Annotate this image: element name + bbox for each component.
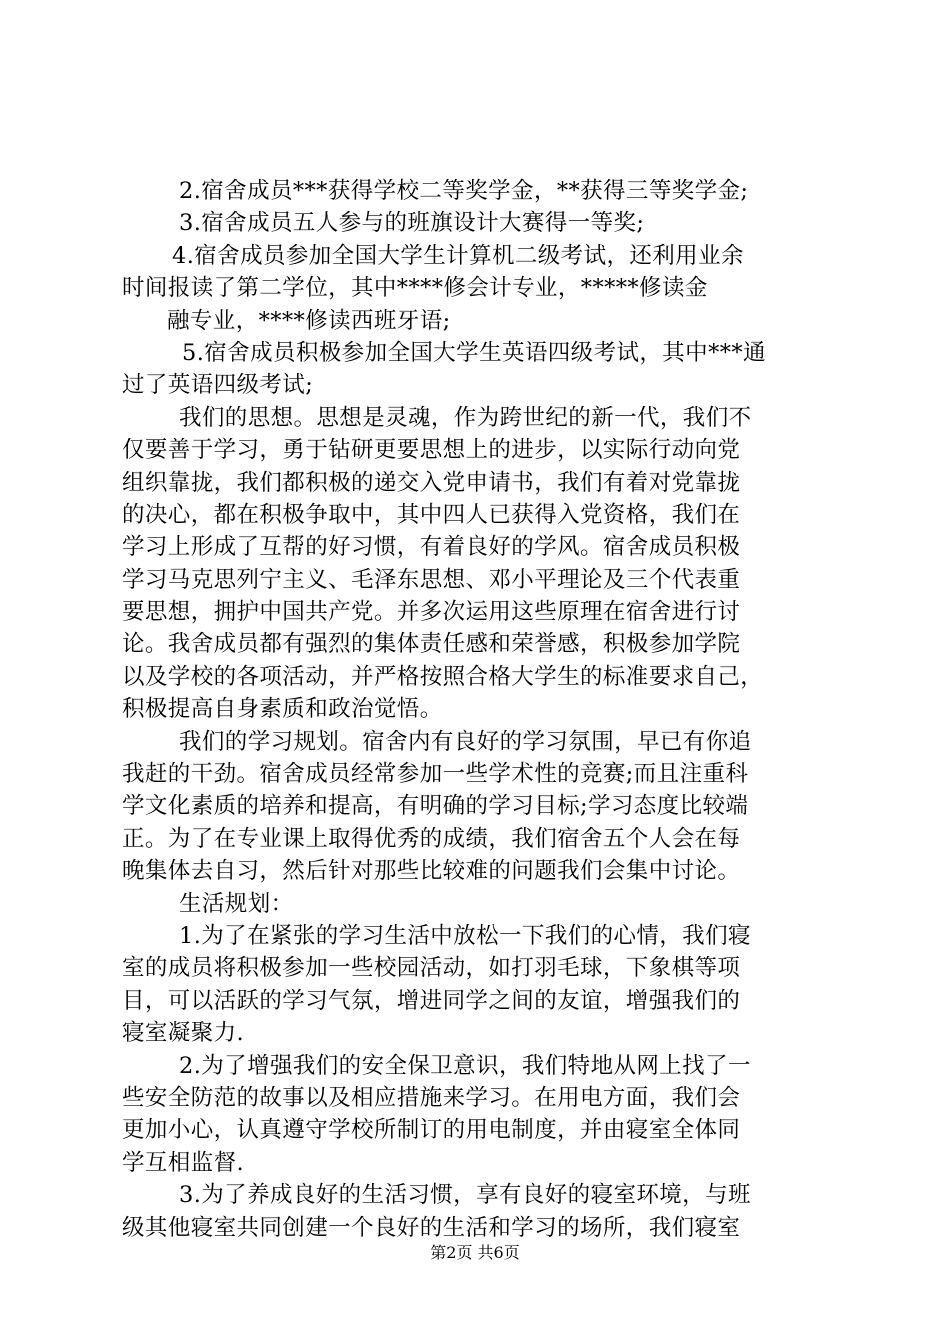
text-line: 4.宿舍成员参加全国大学生计算机二级考试，还利用业余 xyxy=(172,242,744,269)
text-line: 级其他寝室共同创建一个良好的生活和学习的场所，我们寝室 xyxy=(122,1214,741,1241)
page-number-footer: 第2页 共6页 xyxy=(430,1243,520,1262)
text-line: 仅要善于学习，勇于钻研更要思想上的进步，以实际行动向党 xyxy=(122,437,741,464)
text-line: 要思想，拥护中国共产党。并多次运用这些原理在宿舍进行讨 xyxy=(122,599,741,626)
text-line: 我们的学习规划。宿舍内有良好的学习氛围，早已有你追 xyxy=(179,728,752,755)
text-line: 学文化素质的培养和提高，有明确的学习目标;学习态度比较端 xyxy=(122,793,749,820)
text-line: 以及学校的各项活动，并严格按照合格大学生的标准要求自己， xyxy=(122,663,764,690)
text-line: 室的成员将积极参加一些校园活动，如打羽毛球，下象棋等项 xyxy=(122,955,741,982)
text-line: 过了英语四级考试; xyxy=(122,372,314,399)
text-line: 时间报读了第二学位，其中****修会计专业，*****修读金 xyxy=(122,275,708,302)
text-line: 组织靠拢，我们都积极的递交入党申请书，我们有着对党靠拢 xyxy=(122,469,741,496)
text-line: 些安全防范的故事以及相应措施来学习。在用电方面，我们会 xyxy=(122,1084,741,1111)
text-line: 我们的思想。思想是灵魂，作为跨世纪的新一代，我们不 xyxy=(179,404,752,431)
document-body xyxy=(122,175,832,1244)
text-line: 1.为了在紧张的学习生活中放松一下我们的心情，我们寝 xyxy=(179,922,751,949)
text-line: 3.为了养成良好的生活习惯，享有良好的寝室环境，与班 xyxy=(179,1182,751,1209)
text-line: 3.宿舍成员五人参与的班旗设计大赛得一等奖; xyxy=(179,210,645,237)
text-line: 2.为了增强我们的安全保卫意识，我们特地从网上找了一 xyxy=(179,1052,751,1079)
text-line: 晚集体去自习，然后针对那些比较难的问题我们会集中讨论。 xyxy=(122,858,741,885)
text-line: 学习马克思列宁主义、毛泽东思想、邓小平理论及三个代表重 xyxy=(122,566,741,593)
text-line: 我赶的干劲。宿舍成员经常参加一些学术性的竞赛;而且注重科 xyxy=(122,761,749,788)
text-line: 融专业，****修读西班牙语; xyxy=(167,307,451,334)
text-line: 生活规划： xyxy=(179,890,294,917)
text-line: 寝室凝聚力. xyxy=(122,1020,245,1047)
text-line: 学互相监督. xyxy=(122,1149,245,1176)
text-line: 的决心，都在积极争取中，其中四人已获得入党资格，我们在 xyxy=(122,501,741,528)
text-line: 正。为了在专业课上取得优秀的成绩，我们宿舍五个人会在每 xyxy=(122,825,741,852)
text-line: 更加小心，认真遵守学校所制订的用电制度，并由寝室全体同 xyxy=(122,1117,741,1144)
text-line: 2.宿舍成员***获得学校二等奖学金，**获得三等奖学金; xyxy=(179,178,749,204)
text-line: 目，可以活跃的学习气氛，增进同学之间的友谊，增强我们的 xyxy=(122,987,741,1014)
text-line: 积极提高自身素质和政治觉悟。 xyxy=(122,696,443,723)
text-line: 学习上形成了互帮的好习惯，有着良好的学风。宿舍成员积极 xyxy=(122,534,741,561)
text-line: 5.宿舍成员积极参加全国大学生英语四级考试，其中***通 xyxy=(182,339,766,366)
text-line: 论。我舍成员都有强烈的集体责任感和荣誉感，积极参加学院 xyxy=(122,631,741,658)
